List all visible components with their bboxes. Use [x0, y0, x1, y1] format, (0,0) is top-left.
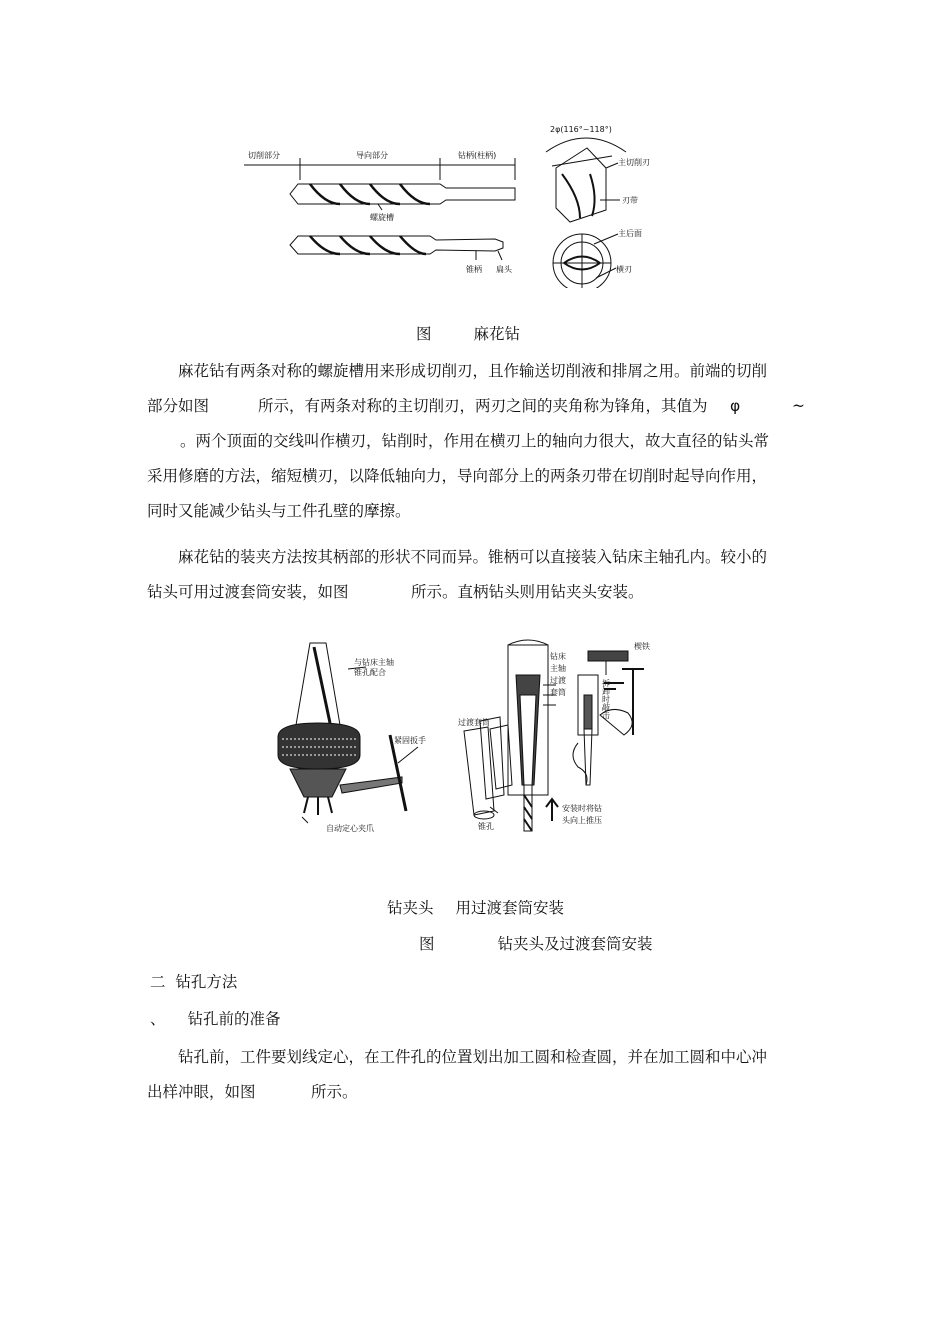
text-line [147, 389, 809, 424]
text-line: 同时又能减少钻头与工件孔壁的摩擦。 [147, 502, 411, 520]
label-point-angle: 2φ(116°~118°) [550, 125, 612, 134]
label-spindle-match-1: 与钻床主轴 [354, 658, 394, 667]
figure2-caption [419, 932, 653, 954]
subsection-heading [150, 1007, 281, 1029]
figure2-subcaption [387, 896, 564, 918]
label-margin: 刃带 [622, 196, 638, 205]
section-heading: 二 钻孔方法 [150, 973, 238, 991]
label-wrench: 紧固扳手 [394, 736, 426, 745]
subsection-title: 钻孔前的准备 [187, 1010, 281, 1028]
text-span: 部分如图 [147, 397, 210, 415]
label-flat-tang: 扁头 [496, 265, 512, 274]
caption-title: 麻花钻 [473, 325, 521, 343]
subsection-number: 、 [150, 1010, 166, 1028]
label-flute: 螺旋槽 [370, 213, 394, 222]
text-line: 。两个顶面的交线叫作横刃，钻削时，作用在横刃上的轴向力很大，故大直径的钻头常 [180, 432, 770, 450]
label-sleeve: 过渡套筒 [458, 718, 490, 727]
caption-title: 钻夹头及过渡套筒安装 [497, 935, 653, 953]
text-span: 所示，有两条对称的主切削刃，两刃之间的夹角称为锋角，其值为 [258, 397, 708, 415]
label-sleeve-2: 套筒 [550, 688, 566, 697]
label-rake-face: 主后面 [618, 229, 642, 238]
paragraph-drilling-prep [147, 1040, 809, 1110]
text-line: 采用修磨的方法，缩短横刃，以降低轴向力，导向部分上的两条刃带在切削时起导向作用， [147, 467, 768, 485]
paragraph-clamping [147, 540, 809, 610]
label-taper-shank: 锥柄 [466, 265, 482, 274]
label-chisel-edge: 横刃 [616, 265, 632, 274]
label-install-push-2: 头向上推压 [562, 816, 602, 825]
label-remove-strike: 拆卸时敲击 [601, 679, 611, 719]
text-line: 麻花钻的装夹方法按其柄部的形状不同而异。锥柄可以直接装入钻床主轴孔内。较小的 [178, 548, 768, 566]
text-span: 钻头可用过渡套筒安装，如图 [147, 583, 349, 601]
drill-chuck-sleeve-figure [268, 635, 678, 850]
label-spindle-match-2: 锥孔配合 [354, 668, 386, 677]
caption-prefix: 图 [419, 935, 435, 953]
label-shank: 钻柄(柱柄) [458, 151, 497, 160]
phi-symbol: φ [730, 397, 741, 415]
text-span: 出样冲眼，如图 [147, 1083, 256, 1101]
figure1-caption [416, 322, 520, 344]
label-guide-part: 导向部分 [356, 151, 388, 160]
text-span: 所示。 [311, 1083, 358, 1101]
label-transition: 过渡 [550, 676, 566, 685]
text-line: 麻花钻有两条对称的螺旋槽用来形成切削刃，且作输送切削液和排屑之用。前端的切削 [178, 362, 768, 380]
label-spindle: 主轴 [550, 664, 566, 673]
twist-drill-figure [240, 118, 660, 288]
label-install-push-1: 安装时将钻 [562, 804, 602, 813]
label-wedge: 楔铁 [634, 642, 650, 651]
caption-prefix: 图 [416, 325, 432, 343]
text-line [147, 575, 809, 610]
text-line [147, 1075, 809, 1110]
label-self-centering-jaws: 自动定心夹爪 [326, 824, 374, 833]
subcaption-chuck: 钻夹头 [387, 899, 434, 917]
label-taper-hole: 锥孔 [478, 822, 494, 831]
tilde-symbol: ~ [792, 397, 805, 415]
paragraph-twist-drill [147, 354, 809, 529]
text-line: 钻孔前，工件要划线定心，在工件孔的位置划出加工圆和检查圆，并在加工圆和中心冲 [178, 1048, 768, 1066]
label-main-edge: 主切削刃 [618, 158, 650, 167]
label-drill-press: 钻床 [550, 652, 566, 661]
subcaption-sleeve: 用过渡套筒安装 [455, 899, 565, 917]
text-span: 所示。直柄钻头则用钻夹头安装。 [411, 583, 644, 601]
label-cutting-part: 切削部分 [248, 151, 280, 160]
